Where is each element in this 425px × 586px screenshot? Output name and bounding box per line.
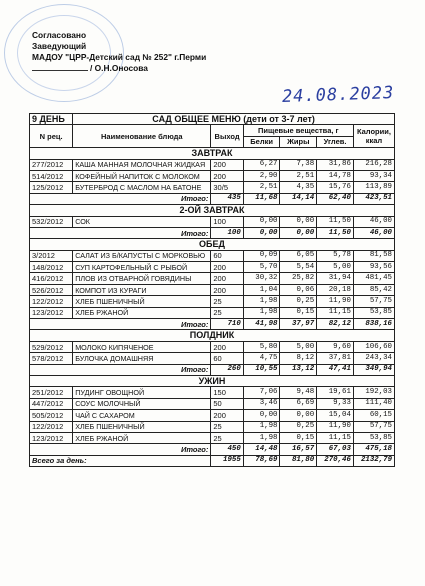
fat-value: 0,25: [280, 296, 317, 307]
section-total-row: [30, 444, 395, 455]
protein-value: 5,80: [243, 341, 280, 352]
total-carbs: 82,12: [317, 319, 354, 330]
portion: 25: [211, 421, 243, 432]
total-protein: 0,00: [243, 227, 280, 238]
fat-value: 9,48: [280, 387, 317, 398]
protein-value: 0,00: [243, 410, 280, 421]
dish-name: МОЛОКО КИПЯЧЕНОЕ: [73, 341, 211, 352]
total-label: Итого:: [30, 319, 211, 330]
portion: 25: [211, 296, 243, 307]
carbs-value: 11,15: [317, 307, 354, 318]
total-carbs: 11,50: [317, 227, 354, 238]
table-row: [30, 421, 395, 432]
dish-name-header: Наименование блюда: [73, 125, 211, 148]
protein-header: Белки: [243, 136, 280, 147]
table-row: [30, 353, 395, 364]
section-total-row: [30, 227, 395, 238]
carbs-value: 19,61: [317, 387, 354, 398]
protein-value: 3,46: [243, 398, 280, 409]
total-calories: 475,18: [353, 444, 394, 455]
calories-value: 46,00: [353, 216, 394, 227]
recipe-number: 514/2012: [30, 170, 73, 181]
portion: 60: [211, 250, 243, 261]
table-row: [30, 262, 395, 273]
protein-value: 2,90: [243, 170, 280, 181]
carbs-value: 20,18: [317, 284, 354, 295]
meal-title: ОБЕД: [30, 239, 395, 250]
menu-body: [30, 148, 395, 467]
meal-title: ЗАВТРАК: [30, 148, 395, 159]
total-fat: 37,97: [280, 319, 317, 330]
total-protein: 41,98: [243, 319, 280, 330]
portion: 100: [211, 216, 243, 227]
dish-name: СУП КАРТОФЕЛЬНЫЙ С РЫБОЙ: [73, 262, 211, 273]
meal-section-header: [30, 375, 395, 386]
approval-line-2: Заведующий: [32, 41, 87, 51]
carbs-value: 9,33: [317, 398, 354, 409]
recipe-number: 3/2012: [30, 250, 73, 261]
calories-value: 216,28: [353, 159, 394, 170]
table-row: [30, 341, 395, 352]
carbs-value: 11,50: [317, 216, 354, 227]
total-calories: 838,16: [353, 319, 394, 330]
portion: 150: [211, 387, 243, 398]
protein-value: 1,98: [243, 421, 280, 432]
day-label: 9 ДЕНЬ: [30, 114, 73, 125]
protein-value: 7,06: [243, 387, 280, 398]
fat-value: 5,54: [280, 262, 317, 273]
recipe-number: 125/2012: [30, 182, 73, 193]
fat-value: 6,69: [280, 398, 317, 409]
fat-value: 6,05: [280, 250, 317, 261]
protein-value: 1,98: [243, 296, 280, 307]
dish-name: ПУДИНГ ОВОЩНОЙ: [73, 387, 211, 398]
carbs-value: 14,78: [317, 170, 354, 181]
approval-line-3: МАДОУ "ЦРР-Детский сад № 252" г.Перми: [32, 52, 207, 62]
calories-value: 113,89: [353, 182, 394, 193]
table-row: [30, 250, 395, 261]
protein-value: 0,09: [243, 250, 280, 261]
total-carbs: 47,41: [317, 364, 354, 375]
portion: 200: [211, 159, 243, 170]
fat-value: 0,00: [280, 410, 317, 421]
carbs-value: 31,94: [317, 273, 354, 284]
recipe-number: 416/2012: [30, 273, 73, 284]
fat-value: 5,00: [280, 341, 317, 352]
portion-header: Выход: [211, 125, 243, 148]
table-row: [30, 273, 395, 284]
total-portion: 710: [211, 319, 243, 330]
grand-total-fat: 81,80: [280, 455, 317, 466]
grand-total-protein: 78,69: [243, 455, 280, 466]
total-carbs: 67,03: [317, 444, 354, 455]
meal-section-header: [30, 330, 395, 341]
signature-line: [32, 70, 88, 71]
total-portion: 100: [211, 227, 243, 238]
fat-value: 2,51: [280, 170, 317, 181]
calories-value: 57,75: [353, 421, 394, 432]
calories-value: 481,45: [353, 273, 394, 284]
table-row: [30, 182, 395, 193]
portion: 25: [211, 307, 243, 318]
carbs-value: 9,60: [317, 341, 354, 352]
total-calories: 349,94: [353, 364, 394, 375]
fat-value: 0,25: [280, 421, 317, 432]
table-row: [30, 284, 395, 295]
meal-title: 2-ОЙ ЗАВТРАК: [30, 205, 395, 216]
total-calories: 423,51: [353, 193, 394, 204]
total-protein: 14,48: [243, 444, 280, 455]
portion: 200: [211, 341, 243, 352]
recipe-number: 123/2012: [30, 307, 73, 318]
protein-value: 1,98: [243, 307, 280, 318]
total-portion: 450: [211, 444, 243, 455]
portion: 200: [211, 284, 243, 295]
recipe-number: 148/2012: [30, 262, 73, 273]
recipe-number: 122/2012: [30, 296, 73, 307]
fat-value: 0,15: [280, 307, 317, 318]
portion: 60: [211, 353, 243, 364]
handwritten-date: 24.08.2023: [281, 83, 395, 107]
total-fat: 14,14: [280, 193, 317, 204]
carbs-value: 15,04: [317, 410, 354, 421]
total-label: Итого:: [30, 227, 211, 238]
recipe-number: 578/2012: [30, 353, 73, 364]
grand-total-carbs: 270,46: [317, 455, 354, 466]
recipe-number: 526/2012: [30, 284, 73, 295]
meal-title: УЖИН: [30, 375, 395, 386]
portion: 200: [211, 170, 243, 181]
table-row: [30, 410, 395, 421]
recipe-number: 529/2012: [30, 341, 73, 352]
fat-value: 0,00: [280, 216, 317, 227]
protein-value: 6,27: [243, 159, 280, 170]
calories-value: 93,34: [353, 170, 394, 181]
meal-title: ПОЛДНИК: [30, 330, 395, 341]
total-calories: 46,00: [353, 227, 394, 238]
fat-value: 25,82: [280, 273, 317, 284]
total-fat: 13,12: [280, 364, 317, 375]
approval-block: [32, 30, 206, 74]
carbs-value: 15,76: [317, 182, 354, 193]
calories-value: 106,60: [353, 341, 394, 352]
total-label: Итого:: [30, 364, 211, 375]
dish-name: СОУС МОЛОЧНЫЙ: [73, 398, 211, 409]
table-row: [30, 159, 395, 170]
grand-total-row: [30, 455, 395, 466]
protein-value: 1,04: [243, 284, 280, 295]
section-total-row: [30, 319, 395, 330]
carbs-value: 11,90: [317, 296, 354, 307]
carbs-value: 31,86: [317, 159, 354, 170]
dish-name: ЧАЙ С САХАРОМ: [73, 410, 211, 421]
dish-name: ХЛЕБ РЖАНОЙ: [73, 307, 211, 318]
approval-line-1: Согласовано: [32, 30, 87, 40]
recipe-number: 123/2012: [30, 432, 73, 443]
portion: 25: [211, 432, 243, 443]
dish-name: САЛАТ ИЗ Б/КАПУСТЫ С МОРКОВЬЮ: [73, 250, 211, 261]
portion: 50: [211, 398, 243, 409]
dish-name: БУТЕРБРОД С МАСЛОМ НА БАТОНЕ: [73, 182, 211, 193]
total-label: Итого:: [30, 193, 211, 204]
recipe-number: 447/2012: [30, 398, 73, 409]
fat-value: 0,15: [280, 432, 317, 443]
total-portion: 435: [211, 193, 243, 204]
portion: 30/5: [211, 182, 243, 193]
calories-header: Калории, ккал: [353, 125, 394, 148]
carbs-value: 5,78: [317, 250, 354, 261]
menu-title: САД ОБЩЕЕ МЕНЮ (дети от 3-7 лет): [73, 114, 395, 125]
fat-value: 4,35: [280, 182, 317, 193]
carbs-value: 11,90: [317, 421, 354, 432]
meal-section-header: [30, 205, 395, 216]
calories-value: 111,40: [353, 398, 394, 409]
fat-value: 7,38: [280, 159, 317, 170]
grand-total-portion: 1955: [211, 455, 243, 466]
total-protein: 11,68: [243, 193, 280, 204]
dish-name: БУЛОЧКА ДОМАШНЯЯ: [73, 353, 211, 364]
recipe-number: 277/2012: [30, 159, 73, 170]
dish-name: КАША МАННАЯ МОЛОЧНАЯ ЖИДКАЯ: [73, 159, 211, 170]
carbs-value: 5,00: [317, 262, 354, 273]
carbs-value: 37,81: [317, 353, 354, 364]
total-fat: 16,57: [280, 444, 317, 455]
dish-name: ХЛЕБ ПШЕНИЧНЫЙ: [73, 421, 211, 432]
nutrients-header: Пищевые вещества, г: [243, 125, 353, 136]
total-carbs: 62,40: [317, 193, 354, 204]
calories-value: 85,42: [353, 284, 394, 295]
calories-value: 81,58: [353, 250, 394, 261]
protein-value: 2,51: [243, 182, 280, 193]
total-label: Итого:: [30, 444, 211, 455]
dish-name: ПЛОВ ИЗ ОТВАРНОЙ ГОВЯДИНЫ: [73, 273, 211, 284]
total-fat: 0,00: [280, 227, 317, 238]
calories-value: 192,03: [353, 387, 394, 398]
dish-name: ХЛЕБ РЖАНОЙ: [73, 432, 211, 443]
table-row: [30, 398, 395, 409]
grand-total-calories: 2132,79: [353, 455, 394, 466]
carbs-value: 11,15: [317, 432, 354, 443]
portion: 200: [211, 262, 243, 273]
protein-value: 5,70: [243, 262, 280, 273]
calories-value: 93,56: [353, 262, 394, 273]
calories-value: 53,85: [353, 432, 394, 443]
table-row: [30, 296, 395, 307]
dish-name: КОМПОТ ИЗ КУРАГИ: [73, 284, 211, 295]
section-total-row: [30, 193, 395, 204]
portion: 200: [211, 410, 243, 421]
fat-header: Жиры: [280, 136, 317, 147]
table-row: [30, 307, 395, 318]
calories-value: 243,34: [353, 353, 394, 364]
protein-value: 30,32: [243, 273, 280, 284]
carbs-header: Углев.: [317, 136, 354, 147]
calories-value: 53,85: [353, 307, 394, 318]
protein-value: 4,75: [243, 353, 280, 364]
calories-value: 60,15: [353, 410, 394, 421]
protein-value: 0,00: [243, 216, 280, 227]
fat-value: 8,12: [280, 353, 317, 364]
total-portion: 260: [211, 364, 243, 375]
table-row: [30, 170, 395, 181]
recipe-number: 122/2012: [30, 421, 73, 432]
menu-table: [29, 113, 395, 467]
table-row: [30, 432, 395, 443]
approval-signature: [32, 63, 206, 74]
meal-section-header: [30, 239, 395, 250]
table-row: [30, 387, 395, 398]
protein-value: 1,98: [243, 432, 280, 443]
approval-line-4: / О.Н.Оносова: [90, 63, 148, 73]
grand-total-label: Всего за день:: [30, 455, 211, 466]
recipe-number: 532/2012: [30, 216, 73, 227]
recipe-number: 505/2012: [30, 410, 73, 421]
portion: 200: [211, 273, 243, 284]
section-total-row: [30, 364, 395, 375]
dish-name: КОФЕЙНЫЙ НАПИТОК С МОЛОКОМ: [73, 170, 211, 181]
dish-name: СОК: [73, 216, 211, 227]
total-protein: 10,55: [243, 364, 280, 375]
fat-value: 0,06: [280, 284, 317, 295]
calories-value: 57,75: [353, 296, 394, 307]
recipe-number-header: N рец.: [30, 125, 73, 148]
dish-name: ХЛЕБ ПШЕНИЧНЫЙ: [73, 296, 211, 307]
recipe-number: 251/2012: [30, 387, 73, 398]
meal-section-header: [30, 148, 395, 159]
table-row: [30, 216, 395, 227]
